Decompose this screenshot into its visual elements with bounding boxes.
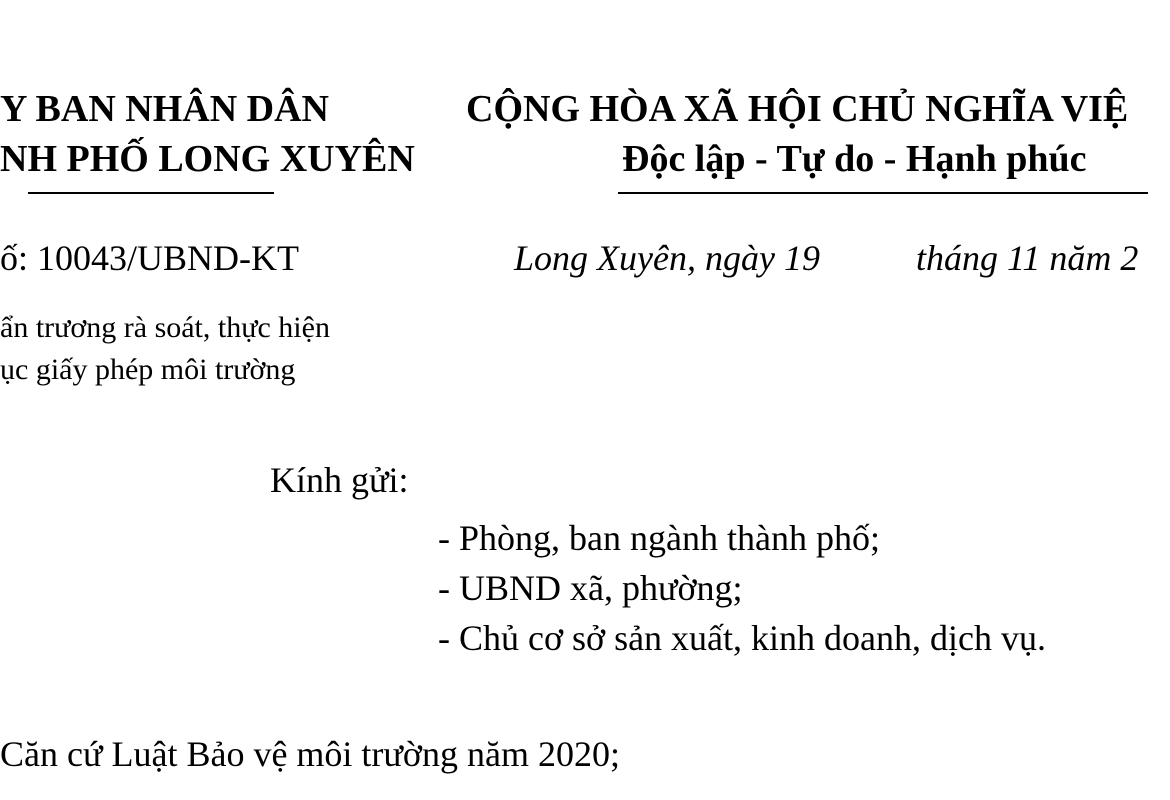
date-month-year: tháng 11 năm 2 xyxy=(916,238,1139,278)
motto-underline xyxy=(618,192,1148,194)
national-title: CỘNG HÒA XÃ HỘI CHỦ NGHĨA VIỆ xyxy=(466,88,1129,130)
recipient-item: - Phòng, ban ngành thành phố; xyxy=(438,518,880,558)
subject-line1: ẩn trương rà soát, thực hiện xyxy=(0,311,330,344)
document-number: ố: 10043/UBND-KT xyxy=(0,238,299,278)
subject-line2: ục giấy phép môi trường xyxy=(0,353,296,386)
recipient-item: - Chủ cơ sở sản xuất, kinh doanh, dịch vụ. xyxy=(438,618,1046,658)
national-motto: Độc lập - Tự do - Hạnh phúc xyxy=(622,138,1087,180)
greeting: Kính gửi: xyxy=(270,460,409,500)
agency-underline xyxy=(28,192,274,194)
agency-name-line2: NH PHỐ LONG XUYÊN xyxy=(0,138,415,180)
recipient-item: - UBND xã, phường; xyxy=(438,568,743,608)
place-date: Long Xuyên, ngày 19 xyxy=(514,238,820,278)
agency-name-line1: Y BAN NHÂN DÂN xyxy=(0,88,329,130)
body-paragraph: Căn cứ Luật Bảo vệ môi trường năm 2020; xyxy=(0,734,620,774)
